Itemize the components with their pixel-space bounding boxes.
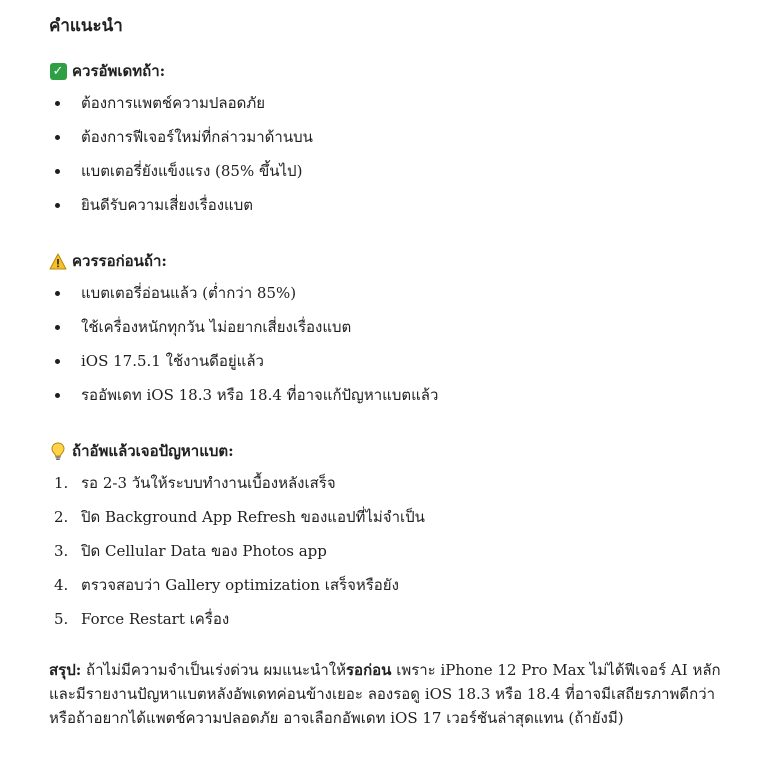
lightbulb-icon <box>49 442 67 460</box>
list-item <box>49 466 763 500</box>
section-update-title <box>49 60 763 82</box>
step-number: 3. <box>54 542 69 560</box>
section-wait-label: ควรรอก่อนถ้า: <box>72 252 167 270</box>
list-item: รออัพเดท iOS 18.3 หรือ 18.4 ที่อาจแก้ปัญหาแบตแล้ว <box>49 378 763 412</box>
summary-text-1: ถ้าไม่มีความจำเป็นเร่งด่วน ผมแนะนำให้ <box>81 661 346 679</box>
section-update-label: ควรอัพเดทถ้า: <box>72 62 166 80</box>
step-number: 2. <box>54 508 69 526</box>
section-battery-title <box>49 440 763 462</box>
step-text: Force Restart เครื่อง <box>81 610 230 628</box>
list-item <box>49 602 763 636</box>
summary-emphasis: รอก่อน <box>346 661 392 679</box>
step-number: 5. <box>54 610 69 628</box>
step-text: ตรวจสอบว่า Gallery optimization เสร็จหรือยัง <box>81 576 399 594</box>
page-title: คำแนะนำ <box>49 16 123 36</box>
step-text: ปิด Background App Refresh ของแอปที่ไม่จำเป็น <box>81 508 425 526</box>
list-item: ต้องการแพตช์ความปลอดภัย <box>49 86 763 120</box>
section-battery-label: ถ้าอัพแล้วเจอปัญหาแบต: <box>72 442 234 460</box>
step-number: 1. <box>54 474 69 492</box>
section-wait-title <box>49 250 763 272</box>
list-item: แบตเตอรี่ยังแข็งแรง (85% ขึ้นไป) <box>49 154 763 188</box>
check-mark-icon: ✓ <box>49 62 67 80</box>
summary-paragraph <box>49 658 729 730</box>
summary-text-2: เพราะ iPhone 12 Pro Max ไม่ได้ฟีเจอร์ AI หลัก และมีรายงานปัญหาแบตหลังอัพเดทค่อนข้างเยอะ ลองรอดู iOS 18.3 หรือ 18.4 ที่อาจมีเสถียรภาพดีกว่า หรือถ้าอยากได้แพตช์ความปลอดภัย อาจเลือกอัพเดท iOS 17 เวอร์ชันล่าสุดแทน (ถ้ายังมี) <box>49 661 721 727</box>
list-item <box>49 500 763 534</box>
step-number: 4. <box>54 576 69 594</box>
step-text: ปิด Cellular Data ของ Photos app <box>81 542 327 560</box>
warning-icon <box>49 252 67 270</box>
list-item <box>49 534 763 568</box>
list-item: ต้องการฟีเจอร์ใหม่ที่กล่าวมาด้านบน <box>49 120 763 154</box>
list-item: iOS 17.5.1 ใช้งานดีอยู่แล้ว <box>49 344 763 378</box>
summary-label: สรุป: <box>49 661 82 679</box>
battery-fix-steps-list <box>49 466 763 636</box>
wait-reasons-list <box>49 276 763 412</box>
list-item: แบตเตอรี่อ่อนแล้ว (ต่ำกว่า 85%) <box>49 276 763 310</box>
update-reasons-list <box>49 86 763 222</box>
list-item: ใช้เครื่องหนักทุกวัน ไม่อยากเสี่ยงเรื่องแบต <box>49 310 763 344</box>
list-item <box>49 568 763 602</box>
step-text: รอ 2-3 วันให้ระบบทำงานเบื้องหลังเสร็จ <box>81 474 336 492</box>
list-item: ยินดีรับความเสี่ยงเรื่องแบต <box>49 188 763 222</box>
